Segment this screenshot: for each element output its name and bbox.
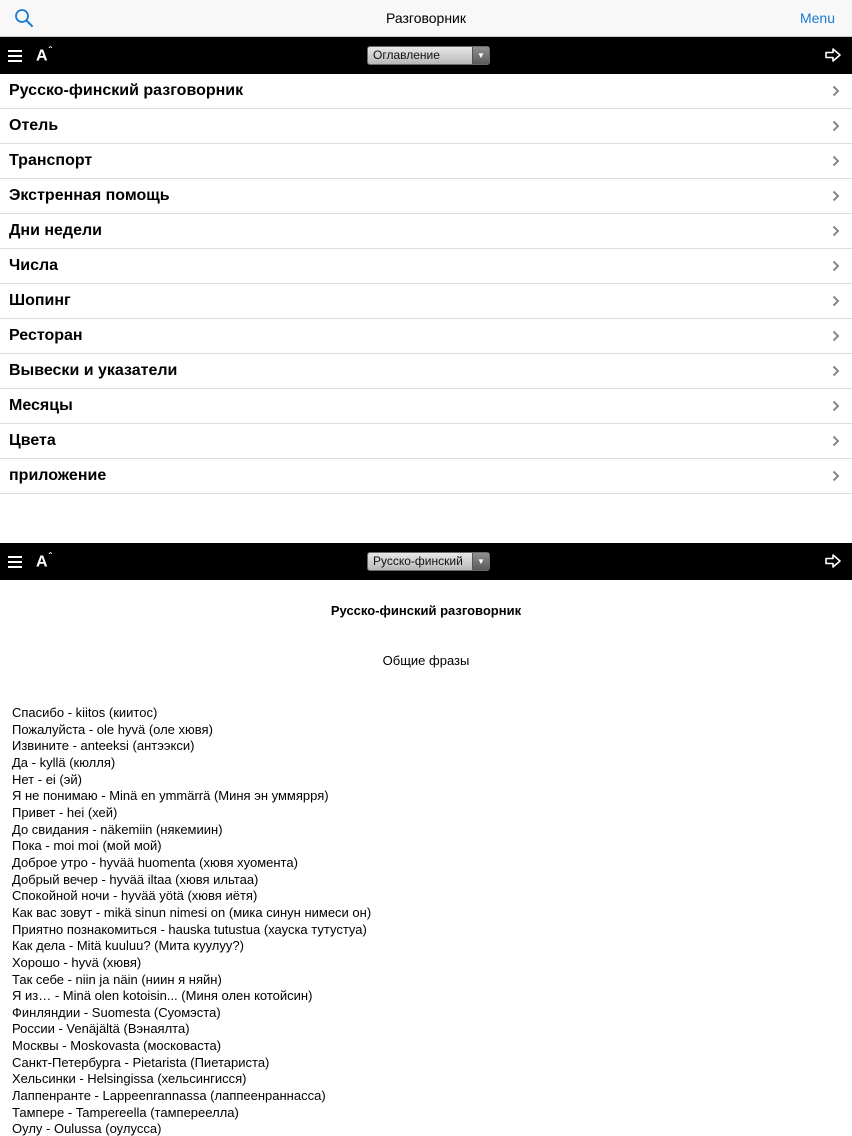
phrase-line: Как вас зовут - mikä sinun nimesi on (мика синун нимеси он)	[12, 904, 372, 920]
toc-item[interactable]	[0, 424, 852, 459]
hamburger-icon[interactable]	[8, 47, 22, 63]
phrase-list	[12, 705, 371, 1136]
phrase-line: Доброе утро - hyvää huomenta (хювя хуомента)	[12, 854, 298, 870]
phrase-line: Санкт-Петербурга - Pietarista (Пиетариста)	[12, 1054, 270, 1070]
toc-item-label: Экстренная помощь	[9, 187, 170, 204]
chevron-right-icon	[832, 155, 840, 167]
chevron-right-icon	[832, 330, 840, 342]
language-select[interactable]	[367, 552, 490, 571]
phrase-line: Лаппенранте - Lappeenrannassa (лаппеенраннасса)	[12, 1088, 326, 1104]
section-select[interactable]	[367, 46, 490, 65]
toc-item-label: Месяцы	[9, 397, 73, 414]
table-of-contents	[0, 74, 852, 494]
toc-item[interactable]	[0, 319, 852, 354]
hamburger-icon[interactable]	[8, 553, 22, 569]
toc-item-label: Числа	[9, 257, 59, 274]
toc-item[interactable]	[0, 74, 852, 109]
forward-arrow-icon[interactable]	[824, 46, 842, 64]
chevron-right-icon	[832, 120, 840, 132]
chevron-right-icon	[832, 470, 840, 482]
phrase-line: Так себе - niin ja näin (ниин я няйн)	[12, 971, 222, 987]
toc-item[interactable]	[0, 109, 852, 144]
phrase-line: Добрый вечер - hyvää iltaa (хювя ильтаа)	[12, 871, 259, 887]
phrase-line: России - Venäjältä (Вэнаялта)	[12, 1021, 190, 1037]
phrase-line: Спасибо - kiitos (киитос)	[12, 705, 158, 720]
toc-item[interactable]	[0, 459, 852, 494]
phrase-line: Привет - hei (хей)	[12, 804, 118, 820]
font-size-icon[interactable]: $A^ˆ$	[36, 46, 52, 65]
toc-item[interactable]	[0, 214, 852, 249]
phrase-line: Москвы - Moskovasta (московаста)	[12, 1038, 222, 1054]
phrase-line: Хельсинки - Helsingissa (хельсингисся)	[12, 1071, 247, 1087]
phrase-line: Приятно познакомиться - hauska tutustua (хауска тутустуа)	[12, 921, 367, 937]
toc-item[interactable]	[0, 284, 852, 319]
section-select-value: Оглавление	[373, 48, 440, 62]
phrase-line: Пока - moi moi (мой мой)	[12, 838, 162, 854]
phrase-line: Я из… - Minä olen kotoisin... (Миня олен котойсин)	[12, 988, 313, 1004]
toc-item-label: Шопинг	[9, 292, 71, 309]
toc-item[interactable]	[0, 144, 852, 179]
chevron-right-icon	[832, 260, 840, 272]
toc-item[interactable]	[0, 249, 852, 284]
chevron-right-icon	[832, 365, 840, 377]
forward-arrow-icon[interactable]	[824, 552, 842, 570]
phrase-line: Тампере - Tampereella (тампереелла)	[12, 1104, 239, 1120]
chevron-right-icon	[832, 225, 840, 237]
phrase-line: Оулу - Oulussa (оулусса)	[12, 1121, 162, 1136]
toc-item[interactable]	[0, 179, 852, 214]
phrase-line: До свидания - näkemiin (някемиин)	[12, 821, 223, 837]
content-title: Русско-финский разговорник	[330, 603, 522, 618]
navigation-bar	[0, 0, 852, 37]
toc-item-label: Вывески и указатели	[9, 362, 178, 379]
dropdown-arrow-icon: ▼	[472, 553, 489, 570]
dropdown-arrow-icon: ▼	[472, 47, 489, 64]
chevron-right-icon	[832, 400, 840, 412]
toc-item-label: Отель	[9, 117, 59, 134]
page-title: Разговорник	[385, 10, 467, 26]
phrase-line: Спокойной ночи - hyvää yötä (хювя иётя)	[12, 888, 258, 904]
chevron-right-icon	[832, 190, 840, 202]
toc-item-label: Дни недели	[9, 222, 102, 239]
toc-item-label: Русско-финский разговорник	[9, 82, 244, 99]
toc-item-label: Ресторан	[9, 327, 83, 344]
chevron-right-icon	[832, 85, 840, 97]
phrase-line: Как дела - Mitä kuuluu? (Мита куулуу?)	[12, 938, 244, 954]
phrase-line: Да - kyllä (кюлля)	[12, 754, 116, 770]
phrase-line: Нет - ei (эй)	[12, 771, 82, 787]
chevron-right-icon	[832, 435, 840, 447]
phrase-line: Я не понимаю - Minä en ymmärrä (Миня эн уммярря)	[12, 788, 329, 804]
toc-item-label: Цвета	[9, 432, 56, 449]
phrase-line: Пожалуйста - ole hyvä (оле хювя)	[12, 721, 213, 737]
toc-item[interactable]	[0, 354, 852, 389]
toc-item[interactable]	[0, 389, 852, 424]
toc-toolbar	[0, 37, 852, 74]
toc-item-label: приложение	[9, 467, 107, 484]
phrase-line: Извините - anteeksi (антээкси)	[12, 738, 195, 754]
language-select-value: Русско-финский	[373, 554, 463, 568]
toc-item-label: Транспорт	[9, 152, 93, 169]
font-size-icon[interactable]: $A^ˆ$	[36, 552, 52, 571]
menu-button[interactable]: Menu	[799, 10, 835, 26]
phrase-line: Хорошо - hyvä (хювя)	[12, 954, 142, 970]
content-toolbar	[0, 543, 852, 580]
phrasebook-content	[0, 580, 852, 1136]
phrase-line: Финляндии - Suomesta (Суомэста)	[12, 1004, 221, 1020]
content-subtitle: Общие фразы	[382, 653, 470, 668]
chevron-right-icon	[832, 295, 840, 307]
